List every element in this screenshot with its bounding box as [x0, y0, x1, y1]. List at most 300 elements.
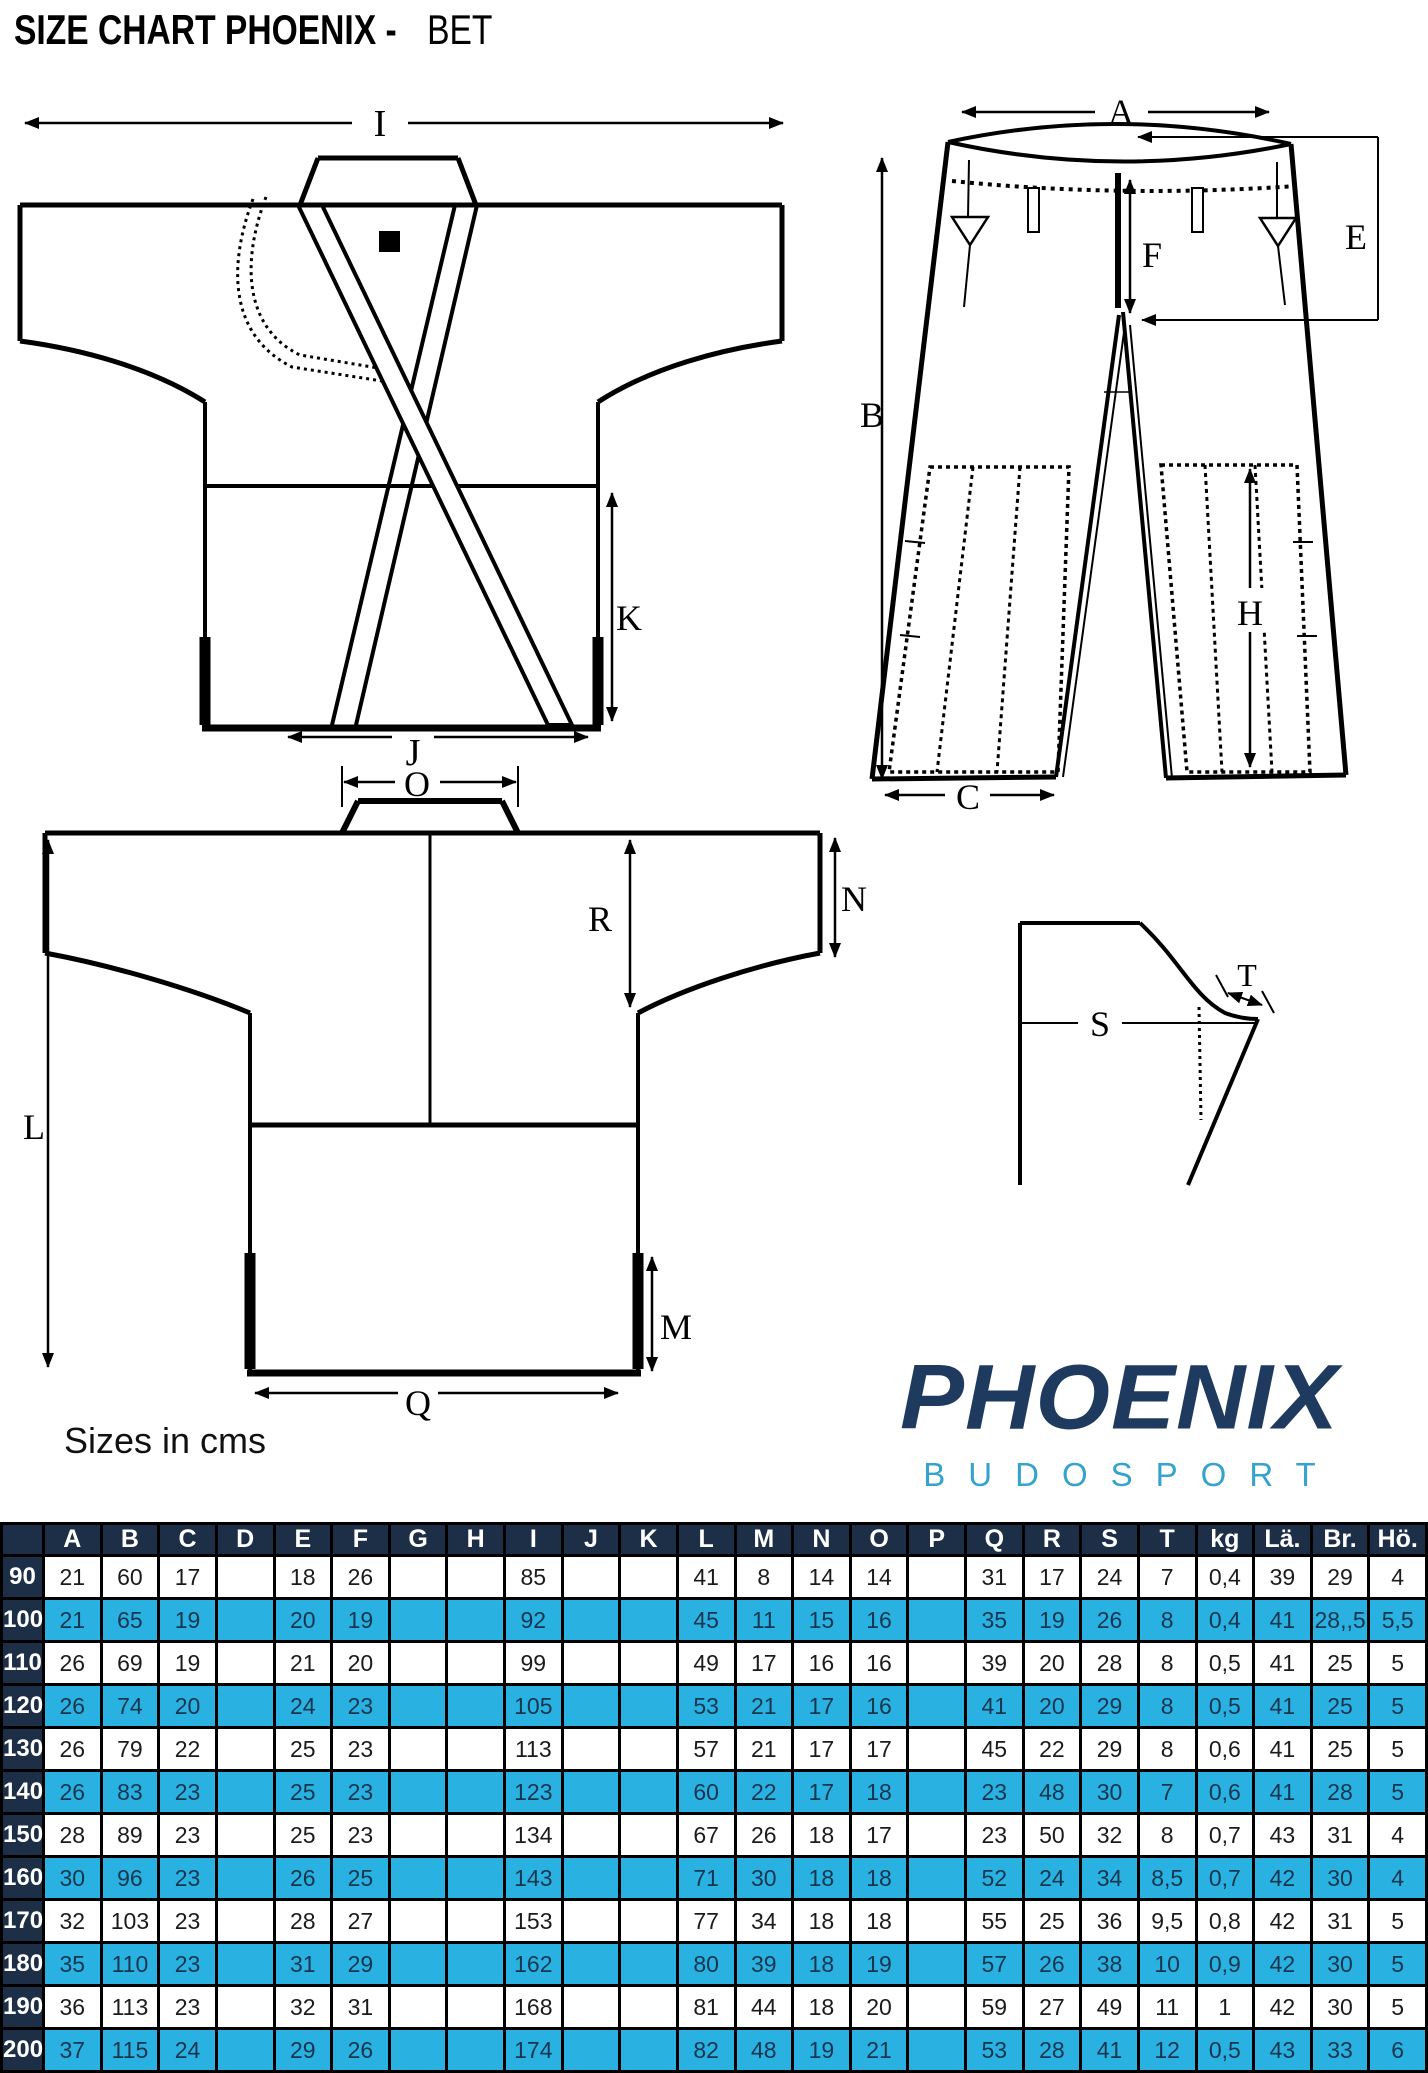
cell-kg-90: 0,4 — [1196, 1556, 1254, 1599]
cell-N-90: 14 — [793, 1556, 851, 1599]
cell-L-130: 57 — [677, 1728, 735, 1771]
cell-M-200: 48 — [735, 2029, 793, 2072]
cell-P-140 — [908, 1771, 966, 1814]
cell-F-160: 25 — [332, 1857, 390, 1900]
cell-kg-130: 0,6 — [1196, 1728, 1254, 1771]
cell-F-90: 26 — [332, 1556, 390, 1599]
cell-L-120: 53 — [677, 1685, 735, 1728]
cell-L-150: 67 — [677, 1814, 735, 1857]
cell-Hö.-140: 5 — [1369, 1771, 1427, 1814]
cell-G-90 — [389, 1556, 447, 1599]
cell-G-190 — [389, 1986, 447, 2029]
cell-kg-160: 0,7 — [1196, 1857, 1254, 1900]
cell-kg-200: 0,5 — [1196, 2029, 1254, 2072]
cell-M-190: 44 — [735, 1986, 793, 2029]
cell-L-90: 41 — [677, 1556, 735, 1599]
cell-D-180 — [216, 1943, 274, 1986]
cell-B-120: 74 — [101, 1685, 159, 1728]
table-row — [2, 1771, 1427, 1814]
column-header-M: M — [735, 1524, 793, 1556]
cell-M-150: 26 — [735, 1814, 793, 1857]
cell-I-180: 162 — [505, 1943, 563, 1986]
cell-S-110: 28 — [1081, 1642, 1139, 1685]
cell-Hö.-150: 4 — [1369, 1814, 1427, 1857]
cell-B-180: 110 — [101, 1943, 159, 1986]
cell-S-180: 38 — [1081, 1943, 1139, 1986]
cell-C-180: 23 — [159, 1943, 217, 1986]
cell-M-180: 39 — [735, 1943, 793, 1986]
cell-M-170: 34 — [735, 1900, 793, 1943]
cell-G-160 — [389, 1857, 447, 1900]
cell-D-120 — [216, 1685, 274, 1728]
cell-T-200: 12 — [1138, 2029, 1196, 2072]
cell-S-90: 24 — [1081, 1556, 1139, 1599]
column-header-A: A — [44, 1524, 102, 1556]
cell-Q-140: 23 — [966, 1771, 1024, 1814]
cell-Br.-140: 28 — [1311, 1771, 1369, 1814]
cell-K-180 — [620, 1943, 678, 1986]
cell-L-180: 80 — [677, 1943, 735, 1986]
row-header-90: 90 — [2, 1556, 44, 1599]
cell-A-110: 26 — [44, 1642, 102, 1685]
cell-L-140: 60 — [677, 1771, 735, 1814]
cell-T-190: 11 — [1138, 1986, 1196, 2029]
row-header-140: 140 — [2, 1771, 44, 1814]
cell-T-120: 8 — [1138, 1685, 1196, 1728]
sizes-unit-note: Sizes in cms — [64, 1420, 267, 1461]
cell-L-190: 81 — [677, 1986, 735, 2029]
row-header-110: 110 — [2, 1642, 44, 1685]
cell-Q-160: 52 — [966, 1857, 1024, 1900]
cell-T-100: 8 — [1138, 1599, 1196, 1642]
cell-kg-190: 1 — [1196, 1986, 1254, 2029]
cell-A-120: 26 — [44, 1685, 102, 1728]
cell-A-130: 26 — [44, 1728, 102, 1771]
cell-S-170: 36 — [1081, 1900, 1139, 1943]
cell-N-160: 18 — [793, 1857, 851, 1900]
cell-Q-90: 31 — [966, 1556, 1024, 1599]
cell-G-180 — [389, 1943, 447, 1986]
cell-Hö.-100: 5,5 — [1369, 1599, 1427, 1642]
cell-G-150 — [389, 1814, 447, 1857]
table-row — [2, 1556, 1427, 1599]
cell-M-100: 11 — [735, 1599, 793, 1642]
cell-O-160: 18 — [850, 1857, 908, 1900]
cell-E-150: 25 — [274, 1814, 332, 1857]
cell-A-180: 35 — [44, 1943, 102, 1986]
phoenix-logo-subtitle: BUDOSPORT — [923, 1456, 1339, 1493]
table-row — [2, 1943, 1427, 1986]
row-header-100: 100 — [2, 1599, 44, 1642]
cell-P-100 — [908, 1599, 966, 1642]
cell-S-140: 30 — [1081, 1771, 1139, 1814]
cell-D-150 — [216, 1814, 274, 1857]
column-header-H: H — [447, 1524, 505, 1556]
cell-C-200: 24 — [159, 2029, 217, 2072]
cell-C-140: 23 — [159, 1771, 217, 1814]
row-header-190: 190 — [2, 1986, 44, 2029]
cell-A-100: 21 — [44, 1599, 102, 1642]
cell-C-130: 22 — [159, 1728, 217, 1771]
cell-I-90: 85 — [505, 1556, 563, 1599]
cell-K-120 — [620, 1685, 678, 1728]
column-header-E: E — [274, 1524, 332, 1556]
cell-O-130: 17 — [850, 1728, 908, 1771]
cell-B-140: 83 — [101, 1771, 159, 1814]
cell-T-180: 10 — [1138, 1943, 1196, 1986]
cell-O-150: 17 — [850, 1814, 908, 1857]
cell-M-160: 30 — [735, 1857, 793, 1900]
cell-T-90: 7 — [1138, 1556, 1196, 1599]
cell-M-140: 22 — [735, 1771, 793, 1814]
cell-Br.-150: 31 — [1311, 1814, 1369, 1857]
column-header-B: B — [101, 1524, 159, 1556]
cell-Q-110: 39 — [966, 1642, 1024, 1685]
table-row — [2, 1857, 1427, 1900]
row-header-200: 200 — [2, 2029, 44, 2072]
cell-F-110: 20 — [332, 1642, 390, 1685]
cell-D-110 — [216, 1642, 274, 1685]
label-O: O — [404, 764, 430, 804]
cell-O-200: 21 — [850, 2029, 908, 2072]
cell-Lä.-170: 42 — [1254, 1900, 1312, 1943]
cell-J-150 — [562, 1814, 620, 1857]
cell-H-130 — [447, 1728, 505, 1771]
label-J: J — [405, 732, 421, 774]
label-C: C — [955, 777, 981, 817]
cell-B-200: 115 — [101, 2029, 159, 2072]
cell-I-120: 105 — [505, 1685, 563, 1728]
cell-kg-120: 0,5 — [1196, 1685, 1254, 1728]
row-header-120: 120 — [2, 1685, 44, 1728]
label-T: T — [1237, 957, 1257, 993]
cell-Br.-180: 30 — [1311, 1943, 1369, 1986]
cell-G-140 — [389, 1771, 447, 1814]
column-header-F: F — [332, 1524, 390, 1556]
size-table-corner — [2, 1524, 44, 1556]
cell-R-150: 50 — [1023, 1814, 1081, 1857]
cell-K-200 — [620, 2029, 678, 2072]
column-header-Hö.: Hö. — [1369, 1524, 1427, 1556]
cell-S-130: 29 — [1081, 1728, 1139, 1771]
cell-O-120: 16 — [850, 1685, 908, 1728]
row-header-130: 130 — [2, 1728, 44, 1771]
size-table-header-row — [2, 1524, 1427, 1556]
cell-L-100: 45 — [677, 1599, 735, 1642]
cell-Br.-90: 29 — [1311, 1556, 1369, 1599]
cell-G-170 — [389, 1900, 447, 1943]
cell-L-170: 77 — [677, 1900, 735, 1943]
cell-Br.-170: 31 — [1311, 1900, 1369, 1943]
cell-Lä.-120: 41 — [1254, 1685, 1312, 1728]
cell-A-160: 30 — [44, 1857, 102, 1900]
cell-T-110: 8 — [1138, 1642, 1196, 1685]
column-header-K: K — [620, 1524, 678, 1556]
label-H: H — [1237, 593, 1263, 633]
cell-I-160: 143 — [505, 1857, 563, 1900]
column-header-S: S — [1081, 1524, 1139, 1556]
phoenix-logo — [852, 1346, 1387, 1494]
cell-P-170 — [908, 1900, 966, 1943]
cell-Lä.-90: 39 — [1254, 1556, 1312, 1599]
cell-T-150: 8 — [1138, 1814, 1196, 1857]
cell-E-190: 32 — [274, 1986, 332, 2029]
cell-E-130: 25 — [274, 1728, 332, 1771]
cell-I-130: 113 — [505, 1728, 563, 1771]
table-row — [2, 1814, 1427, 1857]
cell-E-170: 28 — [274, 1900, 332, 1943]
cell-S-200: 41 — [1081, 2029, 1139, 2072]
cell-B-130: 79 — [101, 1728, 159, 1771]
cell-E-100: 20 — [274, 1599, 332, 1642]
cell-kg-100: 0,4 — [1196, 1599, 1254, 1642]
pants-diagram — [860, 92, 1378, 817]
cell-O-110: 16 — [850, 1642, 908, 1685]
cell-kg-110: 0,5 — [1196, 1642, 1254, 1685]
page-title-model: BET — [427, 6, 493, 53]
cell-Lä.-200: 43 — [1254, 2029, 1312, 2072]
cell-F-100: 19 — [332, 1599, 390, 1642]
cell-J-190 — [562, 1986, 620, 2029]
cell-L-110: 49 — [677, 1642, 735, 1685]
cell-G-120 — [389, 1685, 447, 1728]
cell-C-170: 23 — [159, 1900, 217, 1943]
column-header-L: L — [677, 1524, 735, 1556]
cell-A-90: 21 — [44, 1556, 102, 1599]
cell-A-200: 37 — [44, 2029, 102, 2072]
table-row — [2, 1728, 1427, 1771]
table-row — [2, 1642, 1427, 1685]
table-row — [2, 2029, 1427, 2072]
cell-D-130 — [216, 1728, 274, 1771]
cell-R-160: 24 — [1023, 1857, 1081, 1900]
cell-Hö.-130: 5 — [1369, 1728, 1427, 1771]
cell-Lä.-160: 42 — [1254, 1857, 1312, 1900]
cell-T-140: 7 — [1138, 1771, 1196, 1814]
cell-kg-140: 0,6 — [1196, 1771, 1254, 1814]
cell-N-190: 18 — [793, 1986, 851, 2029]
cell-Lä.-130: 41 — [1254, 1728, 1312, 1771]
cell-Lä.-180: 42 — [1254, 1943, 1312, 1986]
row-header-150: 150 — [2, 1814, 44, 1857]
cell-Br.-160: 30 — [1311, 1857, 1369, 1900]
cell-Br.-120: 25 — [1311, 1685, 1369, 1728]
cell-H-110 — [447, 1642, 505, 1685]
column-header-O: O — [850, 1524, 908, 1556]
cell-E-160: 26 — [274, 1857, 332, 1900]
cell-P-190 — [908, 1986, 966, 2029]
cell-B-150: 89 — [101, 1814, 159, 1857]
cell-I-140: 123 — [505, 1771, 563, 1814]
cell-Hö.-200: 6 — [1369, 2029, 1427, 2072]
cell-G-100 — [389, 1599, 447, 1642]
cell-Hö.-170: 5 — [1369, 1900, 1427, 1943]
cell-H-160 — [447, 1857, 505, 1900]
cell-A-150: 28 — [44, 1814, 102, 1857]
column-header-Q: Q — [966, 1524, 1024, 1556]
cell-E-90: 18 — [274, 1556, 332, 1599]
cell-R-110: 20 — [1023, 1642, 1081, 1685]
label-K: K — [616, 598, 642, 638]
cell-S-150: 32 — [1081, 1814, 1139, 1857]
cell-K-140 — [620, 1771, 678, 1814]
cell-D-140 — [216, 1771, 274, 1814]
label-L: L — [23, 1107, 45, 1147]
cell-S-100: 26 — [1081, 1599, 1139, 1642]
table-row — [2, 1599, 1427, 1642]
cell-O-190: 20 — [850, 1986, 908, 2029]
cell-I-190: 168 — [505, 1986, 563, 2029]
cell-B-170: 103 — [101, 1900, 159, 1943]
cell-K-170 — [620, 1900, 678, 1943]
cell-E-110: 21 — [274, 1642, 332, 1685]
cell-H-200 — [447, 2029, 505, 2072]
cell-E-140: 25 — [274, 1771, 332, 1814]
cell-J-130 — [562, 1728, 620, 1771]
cell-N-120: 17 — [793, 1685, 851, 1728]
page-title — [14, 6, 492, 54]
cell-R-190: 27 — [1023, 1986, 1081, 2029]
cell-H-100 — [447, 1599, 505, 1642]
label-I: I — [373, 103, 387, 145]
cell-Hö.-180: 5 — [1369, 1943, 1427, 1986]
column-header-Br.: Br. — [1311, 1524, 1369, 1556]
cell-Lä.-140: 41 — [1254, 1771, 1312, 1814]
cell-R-140: 48 — [1023, 1771, 1081, 1814]
cell-D-160 — [216, 1857, 274, 1900]
cell-P-110 — [908, 1642, 966, 1685]
cell-D-200 — [216, 2029, 274, 2072]
label-N: N — [841, 879, 867, 919]
cell-P-160 — [908, 1857, 966, 1900]
column-header-J: J — [562, 1524, 620, 1556]
column-header-I: I — [505, 1524, 563, 1556]
label-B: B — [859, 395, 885, 435]
table-row — [2, 1685, 1427, 1728]
cell-J-180 — [562, 1943, 620, 1986]
cell-Hö.-190: 5 — [1369, 1986, 1427, 2029]
table-row — [2, 1986, 1427, 2029]
cell-F-200: 26 — [332, 2029, 390, 2072]
cell-R-100: 19 — [1023, 1599, 1081, 1642]
cell-O-180: 19 — [850, 1943, 908, 1986]
row-header-170: 170 — [2, 1900, 44, 1943]
size-table — [0, 1522, 1428, 2073]
chest-logo-square — [379, 231, 400, 252]
cell-H-150 — [447, 1814, 505, 1857]
cell-A-190: 36 — [44, 1986, 102, 2029]
cell-D-170 — [216, 1900, 274, 1943]
phoenix-logo-wordmark: PHOENIX — [899, 1346, 1340, 1449]
cell-K-90 — [620, 1556, 678, 1599]
cell-B-90: 60 — [101, 1556, 159, 1599]
cell-H-140 — [447, 1771, 505, 1814]
column-header-G: G — [389, 1524, 447, 1556]
cell-B-100: 65 — [101, 1599, 159, 1642]
cell-O-170: 18 — [850, 1900, 908, 1943]
cell-Q-190: 59 — [966, 1986, 1024, 2029]
cell-S-160: 34 — [1081, 1857, 1139, 1900]
page-title-main: SIZE CHART PHOENIX - — [14, 6, 397, 53]
cell-N-200: 19 — [793, 2029, 851, 2072]
cell-A-140: 26 — [44, 1771, 102, 1814]
label-R: R — [587, 899, 613, 939]
cell-S-120: 29 — [1081, 1685, 1139, 1728]
cell-N-140: 17 — [793, 1771, 851, 1814]
cell-E-180: 31 — [274, 1943, 332, 1986]
cell-F-180: 29 — [332, 1943, 390, 1986]
column-header-kg: kg — [1196, 1524, 1254, 1556]
cell-C-100: 19 — [159, 1599, 217, 1642]
cell-Hö.-160: 4 — [1369, 1857, 1427, 1900]
cell-Hö.-110: 5 — [1369, 1642, 1427, 1685]
cell-K-130 — [620, 1728, 678, 1771]
cell-L-200: 82 — [677, 2029, 735, 2072]
cell-kg-180: 0,9 — [1196, 1943, 1254, 1986]
cell-F-190: 31 — [332, 1986, 390, 2029]
cell-kg-170: 0,8 — [1196, 1900, 1254, 1943]
cell-Q-150: 23 — [966, 1814, 1024, 1857]
cell-D-90 — [216, 1556, 274, 1599]
column-header-N: N — [793, 1524, 851, 1556]
cell-H-190 — [447, 1986, 505, 2029]
cell-R-120: 20 — [1023, 1685, 1081, 1728]
cell-P-120 — [908, 1685, 966, 1728]
cell-Br.-110: 25 — [1311, 1642, 1369, 1685]
cell-Q-130: 45 — [966, 1728, 1024, 1771]
cell-H-180 — [447, 1943, 505, 1986]
cell-Lä.-110: 41 — [1254, 1642, 1312, 1685]
cell-B-110: 69 — [101, 1642, 159, 1685]
cell-C-160: 23 — [159, 1857, 217, 1900]
cell-Br.-200: 33 — [1311, 2029, 1369, 2072]
cell-P-150 — [908, 1814, 966, 1857]
label-F: F — [1141, 235, 1163, 275]
cell-M-90: 8 — [735, 1556, 793, 1599]
cell-T-130: 8 — [1138, 1728, 1196, 1771]
cell-F-130: 23 — [332, 1728, 390, 1771]
column-header-Lä.: Lä. — [1254, 1524, 1312, 1556]
cell-N-150: 18 — [793, 1814, 851, 1857]
cell-G-200 — [389, 2029, 447, 2072]
cell-J-100 — [562, 1599, 620, 1642]
measurement-diagrams — [0, 85, 1428, 1485]
cell-O-90: 14 — [850, 1556, 908, 1599]
cell-I-150: 134 — [505, 1814, 563, 1857]
cell-M-110: 17 — [735, 1642, 793, 1685]
cell-S-190: 49 — [1081, 1986, 1139, 2029]
cell-R-170: 25 — [1023, 1900, 1081, 1943]
cell-Br.-130: 25 — [1311, 1728, 1369, 1771]
cell-K-110 — [620, 1642, 678, 1685]
cell-N-110: 16 — [793, 1642, 851, 1685]
column-header-D: D — [216, 1524, 274, 1556]
cell-M-120: 21 — [735, 1685, 793, 1728]
cell-kg-150: 0,7 — [1196, 1814, 1254, 1857]
cell-Hö.-120: 5 — [1369, 1685, 1427, 1728]
cell-I-110: 99 — [505, 1642, 563, 1685]
cell-Hö.-90: 4 — [1369, 1556, 1427, 1599]
cell-C-90: 17 — [159, 1556, 217, 1599]
cell-I-200: 174 — [505, 2029, 563, 2072]
cell-P-130 — [908, 1728, 966, 1771]
cell-G-110 — [389, 1642, 447, 1685]
cell-N-100: 15 — [793, 1599, 851, 1642]
cell-Br.-190: 30 — [1311, 1986, 1369, 2029]
cell-R-180: 26 — [1023, 1943, 1081, 1986]
label-Q: Q — [405, 1383, 431, 1423]
cell-P-180 — [908, 1943, 966, 1986]
